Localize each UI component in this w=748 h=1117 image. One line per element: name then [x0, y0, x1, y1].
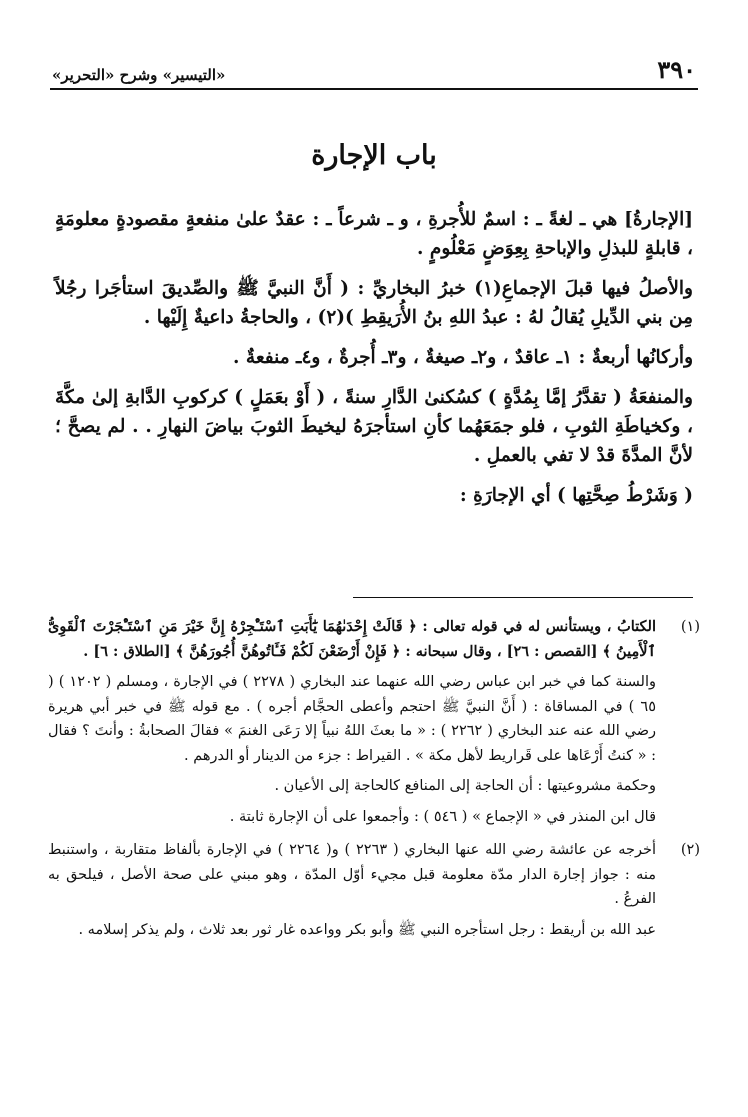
- footnote-number: (٢): [680, 842, 700, 858]
- main-paragraph: ( وَشَرْطُ صِحَّتِها ) أي الإجارَةِ :: [459, 485, 693, 506]
- footnote-paragraph: الكتابُ ، ويستأنس له في قوله تعالى : ﴿ قَالَتْ إِحْدَىٰهُمَا يَٰٓأَبَتِ ٱسْتَـْٔجِرْهُ إِنَّ خَيْرَ مَنِ ٱسْتَـْٔجَرْتَ ٱلْقَوِىُّ ٱلْأَمِينُ ﴾ [القصص : ٢٦] ، وقال سبحانه : ﴿ فَإِنْ أَرْضَعْنَ لَكُمْ فَـَٔاتُوهُنَّ أُجُورَهُنَّ ﴾ [الطلاق : ٦] .: [48, 618, 656, 660]
- footnote-paragraph: قال ابن المنذر في « الإجماع » ( ٥٤٦ ) : وأجمعوا على أن الإجارة ثابتة .: [229, 808, 656, 825]
- footnotes: [48, 615, 700, 951]
- footnote-2: [48, 838, 700, 948]
- main-text: [55, 205, 693, 521]
- footnote-paragraph: عبد الله بن أريقط : رجل استأجره النبي ﷺ وأبو بكر وواعده غار ثور بعد ثلاث ، ولم يذكر إسلامه .: [78, 921, 656, 938]
- main-paragraph: وأركانُها أربعةٌ : ١ـ عاقدٌ ، و٢ـ صيغةٌ ، و٣ـ أُجرةٌ ، و٤ـ منفعةٌ .: [233, 347, 693, 368]
- footnote-body: [48, 838, 656, 948]
- footnote-paragraph: والسنة كما في خبر ابن عباس رضي الله عنهما عند البخاري ( ٢٢٧٨ ) في الإجارة ، ومسلم ( ١٢٠٢ ) ( ٦٥ ) في المساقاة : ( أَنَّ النبيَّ ﷺ احتجم وأعطى الحجَّام أجره ) . مع قوله ﷺ في خبر أبي هريرة رضي الله عنه عند البخاري ( ٢٢٦٢ ) : « ما بعثَ اللهُ نبياً إلا رَعَى الغنمَ » فقالَ الصحابةُ : وأنتَ ؟ فقال : « كنتُ أَرْعَاها على قَراريط لأهل مكة » . القيراط : جزء من الدينار أو الدرهم .: [48, 674, 657, 764]
- main-paragraph: والمنفعَةُ ( تقدَّرُ إمَّا بِمُدَّةٍ ) كسُكنىٰ الدَّارِ سنةً ، ( أَوْ بعَمَلٍ ) كركوبِ الدَّابةِ إلىٰ مكَّةَ ، وكخياطَةِ الثوبِ ، فلو جمَعَهُما كأنِ استأجرَهُ ليخيطَ الثوبَ بياضَ النهارِ . . لم يصحَّ ؛ لأنَّ المدَّةَ قدْ لا تفي بالعملِ .: [55, 387, 693, 466]
- header-rule: [50, 88, 698, 90]
- footnote-number: (١): [680, 619, 700, 635]
- chapter-title: باب الإجارة: [311, 140, 437, 171]
- main-paragraph: [الإجارةُ] هي ـ لغةً ـ : اسمٌ للأُجرةِ ، و ـ شرعاً ـ : عقدٌ علىٰ منفعةٍ مقصودةٍ معلومَةٍ ، قابلةٍ للبذلِ والإباحةِ بِعِوَضٍ مَعْلُومٍ .: [55, 209, 693, 259]
- footnote-body: [48, 615, 656, 835]
- main-paragraph: والأصلُ فيها قبلَ الإجماعِ(١) خبرُ البخاريِّ : ( أَنَّ النبيَّ ﷺ والصِّديقَ استأجَرا رجُلاً مِن بني الدِّيلِ يُقالُ لهُ : عبدُ اللهِ بنُ الأُرَيقِطِ )(٢) ، والحاجةُ داعيةٌ إِلَيْها .: [55, 278, 693, 328]
- running-title: «التيسير» وشرح «التحرير»: [52, 66, 226, 84]
- footnote-separator: [353, 597, 693, 598]
- footnote-1: [48, 615, 700, 835]
- page-header: [52, 52, 696, 84]
- page-number: ٣٩٠: [657, 55, 696, 84]
- footnote-paragraph: وحكمة مشروعيتها : أن الحاجة إلى المنافع كالحاجة إلى الأعيان .: [274, 778, 656, 794]
- footnote-paragraph: أخرجه عن عائشة رضي الله عنها البخاري ( ٢٢٦٣ ) و( ٢٢٦٤ ) في الإجارة بألفاظ متقاربة ، واستنبط منه : جواز إجارة الدار مدّة معلومة قبل مجيء أوّل المدّة ، وهو مبني على صحة الأصل ، فيلحق به الفرعُ .: [48, 842, 656, 907]
